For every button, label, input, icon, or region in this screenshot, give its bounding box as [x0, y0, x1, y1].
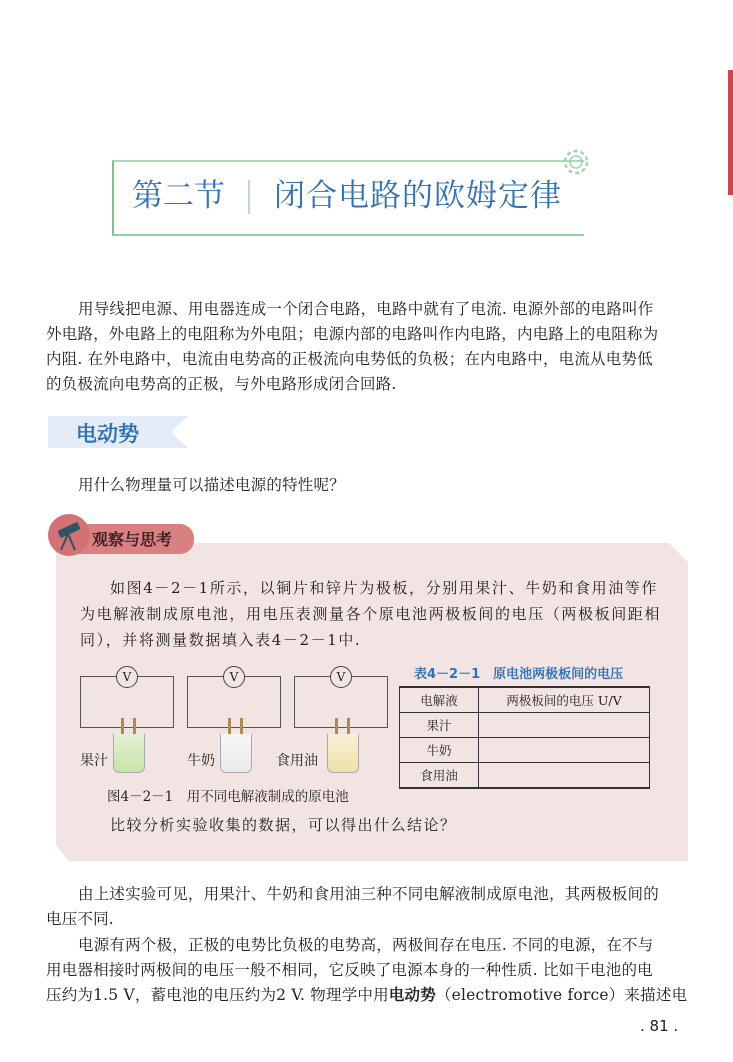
telescope-icon — [48, 514, 90, 556]
voltmeter: V — [223, 666, 245, 688]
table-cell: 食用油 — [400, 763, 479, 789]
text-line — [46, 983, 687, 1005]
observe-question: 比较分析实验收集的数据，可以得出什么结论？ — [110, 816, 457, 834]
table-caption: 表4－2－1 原电池两极板间的电压 — [414, 667, 624, 682]
text-line: 用电器相接时两极间的电压一般不相同，它反映了电源本身的一种性质. 比如干电池的电 — [46, 961, 653, 979]
text-line: 由上述实验可见，用果汁、牛奶和食用油三种不同电解液制成原电池，其两极板间的 — [78, 885, 659, 903]
voltage-table — [399, 686, 650, 789]
beaker-label: 牛奶 — [187, 753, 215, 769]
term-emf: 电动势 — [388, 986, 436, 1004]
table-cell: 牛奶 — [400, 738, 479, 763]
section-number: 第二节 — [132, 178, 225, 214]
voltmeter: V — [116, 666, 138, 688]
table-cell — [479, 738, 650, 763]
circuit-oil — [294, 670, 388, 728]
table-header: 两极板间的电压 U/V — [479, 687, 650, 713]
table-row — [400, 713, 650, 738]
text-line: 电压不同. — [46, 910, 114, 928]
table-row — [400, 738, 650, 763]
voltmeter: V — [330, 666, 352, 688]
text-line: 的负极流向电势高的正极，与外电路形成闭合回路. — [46, 375, 397, 393]
section-title: 闭合电路的欧姆定律 — [274, 178, 562, 214]
beaker-label: 食用油 — [276, 753, 318, 769]
gear-icon — [556, 142, 596, 182]
text-span: 压约为1.5 V，蓄电池的电压约为2 V. 物理学中用 — [46, 986, 389, 1004]
subsection-question: 用什么物理量可以描述电源的特性呢？ — [78, 476, 345, 494]
observe-label: 观察与思考 — [92, 530, 173, 549]
observe-text-line: 为电解液制成原电池，用电压表测量各个原电池两极板间的电压（两极板间距相 — [80, 605, 662, 623]
page-number: . 81 . — [640, 1017, 679, 1035]
subsection-title: 电动势 — [76, 422, 139, 446]
beaker-juice — [113, 734, 145, 773]
table-cell — [479, 713, 650, 738]
table-cell — [479, 763, 650, 789]
text-line: 电源有两个极，正极的电势比负极的电势高，两极间存在电压. 不同的电源，在不与 — [78, 936, 654, 954]
table-cell: 果汁 — [400, 713, 479, 738]
beaker-oil — [327, 734, 359, 773]
title-divider — [248, 180, 250, 214]
text-line: 内阻. 在外电路中，电流由电势高的正极流向电势低的负极；在内电路中，电流从电势低 — [46, 350, 653, 368]
figure-caption: 图4－2－1 用不同电解液制成的原电池 — [107, 789, 349, 805]
beaker-milk — [220, 734, 252, 773]
telescope-badge — [48, 514, 90, 556]
observe-text-line: 如图4－2－1所示，以铜片和锌片为极板，分别用果汁、牛奶和食用油等作 — [110, 579, 659, 597]
observe-text-line: 同），并将测量数据填入表4－2－1中. — [80, 631, 362, 649]
table-row — [400, 763, 650, 789]
text-line: 用导线把电源、用电器连成一个闭合电路，电路中就有了电流. 电源外部的电路叫作 — [78, 300, 654, 318]
chapter-tab — [728, 70, 733, 195]
table-header-row — [400, 687, 650, 713]
beaker-label: 果汁 — [80, 753, 108, 769]
text-span: （electromotive force）来描述电 — [435, 986, 688, 1004]
table-header: 电解液 — [400, 687, 479, 713]
text-line: 外电路，外电路上的电阻称为外电阻；电源内部的电路叫作内电路，内电路上的电阻称为 — [46, 325, 659, 343]
circuit-juice — [80, 670, 174, 728]
circuit-milk — [187, 670, 281, 728]
